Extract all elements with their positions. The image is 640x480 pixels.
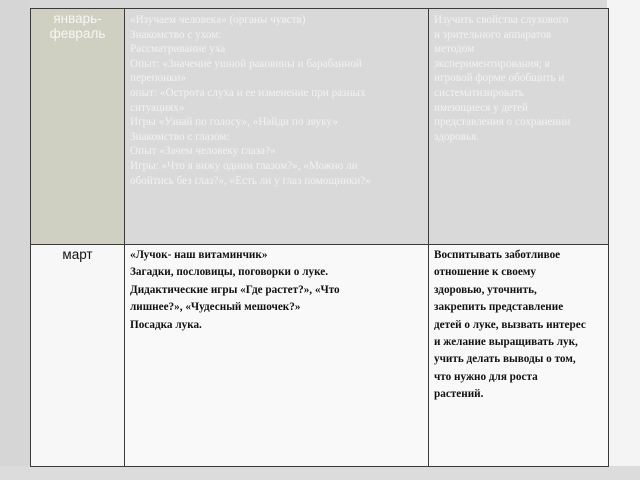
goal-line: закрепить представление (434, 301, 564, 314)
month-label-line: март (62, 247, 93, 262)
goal-cell (429, 9, 609, 245)
content-line: Опыт «Зачем человеку глаза?» (130, 145, 276, 158)
goal-line: и желание выращивать лук, (434, 336, 578, 349)
content-line: «Изучаем человека» (органы чувств) (130, 14, 306, 26)
content-line: Загадки, пословицы, поговорки о луке. (130, 266, 328, 279)
content-line: обойтись без глаз?», «Есть ли у глаз помощники?» (130, 174, 371, 187)
content-line: лишнее?», «Чудесный мешочек?» (130, 301, 301, 314)
goal-line: отношение к своему (434, 266, 536, 279)
content-line: Рассматривание уха (130, 43, 226, 56)
content-line: «Лучок- наш витаминчик» (130, 249, 268, 261)
goal-line: учить делать выводы о том, (434, 353, 576, 366)
goal-line: экспериментирования; в (434, 57, 550, 70)
goal-line: игровой форме обобщить и (434, 72, 565, 85)
goal-cell (429, 245, 609, 467)
goal-line: здоровью, уточнить, (434, 283, 537, 296)
content-line: Посадка лука. (130, 318, 202, 331)
month-label-line: февраль (49, 26, 106, 41)
goal-line: имеющиеся у детей (434, 101, 529, 114)
content-line: перепонки» (130, 72, 187, 85)
goal-line: представления о сохранении (434, 116, 571, 129)
month-cell (31, 245, 125, 467)
goal-line: систематизировать (434, 86, 524, 99)
goal-line: и зрительного аппаратов (434, 28, 552, 41)
bottom-margin-strip (0, 466, 640, 480)
left-margin-strip (0, 0, 30, 480)
table-row-january-february (31, 9, 609, 245)
content-cell (125, 245, 429, 467)
content-line: Игры: «Что я вижу одним глазом?», «Можно ли (130, 159, 358, 172)
goal-line: Изучить свойства слухового (434, 14, 569, 26)
content-line: Игры «Узнай по голосу», «Найди по звуку» (130, 116, 338, 129)
table-row-march (31, 245, 609, 467)
goal-line: Воспитывать заботливое (434, 249, 561, 261)
right-margin-strip (607, 0, 640, 480)
goal-line: растений. (434, 388, 484, 401)
content-cell (125, 9, 429, 245)
content-line: опыт: «Острота слуха и ее изменение при разных (130, 86, 366, 99)
content-line: Опыт: «Значение ушной раковины и барабанной (130, 57, 362, 70)
goal-line: методом (434, 43, 475, 56)
goal-line: что нужно для роста (434, 370, 538, 383)
goal-line: детей о луке, вызвать интерес (434, 318, 586, 331)
activity-plan-table (30, 8, 609, 467)
content-line: Знакомство с ухом: (130, 28, 222, 41)
month-label-line: январь- (53, 11, 102, 26)
content-line: Дидактические игры «Где растет?», «Что (130, 283, 340, 296)
content-line: ситуациях» (130, 101, 185, 114)
goal-line: здоровья. (434, 130, 480, 143)
month-cell (31, 9, 125, 245)
content-line: Знакомство с глазом: (130, 130, 230, 143)
